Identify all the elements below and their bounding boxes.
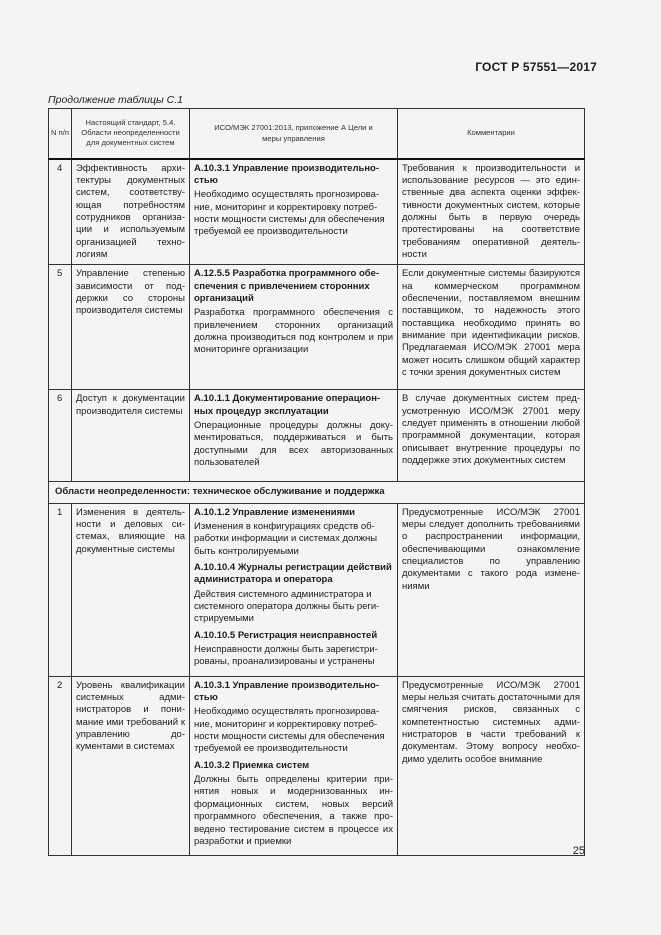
- row-comment: Требования к производительности и использование ресурсов — это единственные два аспекта оценки эффективности документных систем, которые должны быть в первую очередь протестированы на соответствие требованиям оперативной деятельности: [398, 159, 585, 265]
- measure-title: A.10.10.5 Регистрация неисправностей: [194, 629, 378, 641]
- section-heading: Области неопределенности: техническое обслуживание и поддержка: [49, 482, 585, 503]
- measure-text: Необходимо осуществлять прогнозирование, мониторинг и корректировку потребности мощности системы для обеспечения требуемой ее производительности: [194, 706, 385, 755]
- row-measures: [190, 390, 398, 482]
- controls-table: [48, 108, 585, 856]
- measure-text: Должны быть определены критерии принятия новых и модернизованных информационных систем, новых версий программного обеспечения, а также проведено тестирование систем в процессе их разработки и приемки: [194, 774, 393, 847]
- table-continuation-caption: Продолжение таблицы С.1: [48, 94, 183, 106]
- row-measures: [190, 159, 398, 265]
- measure-text: Разработка программного обеспечения с привлечением сторонних организаций должна производиться под контролем и при мониторинге организации: [194, 307, 393, 356]
- row-area: Изменения в деятельности и деловых системах, влияющие на документные системы: [72, 503, 190, 676]
- row-measures: [190, 265, 398, 390]
- row-number: 1: [49, 503, 72, 676]
- row-area: Доступ к документации производителя системы: [72, 390, 190, 482]
- measure-text: Изменения в конфигурациях средств обработки информации и системах должны быть контролируемыми: [194, 520, 378, 557]
- measure-text: Необходимо осуществлять прогнозирование, мониторинг и корректировку потребности мощности системы для обеспечения требуемой ее производительности: [194, 189, 385, 238]
- header-area-label: Настоящий стандарт, 5.4. Области неопределенности для документных систем: [81, 117, 180, 148]
- row-number: 5: [49, 265, 72, 390]
- header-area: [72, 109, 190, 159]
- header-comments: [398, 109, 585, 159]
- row-comment: Предусмотренные ИСО/МЭК 27001 меры нельзя считать достаточными для смягчения рисков, связанных с компетентностью системных администраторов в части требований к документам. Этому вопросу необходимо уделить особое внимание: [398, 676, 585, 855]
- measure-title: A.10.10.4 Журналы регистрации действий администратора и оператора: [194, 561, 392, 586]
- measure-title: A.12.5.5 Разработка программного обеспечения с привлечением сторонних организаций: [194, 268, 380, 304]
- measure-text: Действия системного администратора и системного оператора должны быть регистрируемыми: [194, 588, 380, 625]
- row-area: Уровень квалификации системных администраторов и понимание ими требований к управлению документами в системах: [72, 676, 190, 855]
- measure-title: A.10.3.1 Управление производительностью: [194, 679, 380, 704]
- measure-text: Операционные процедуры должны документироваться, поддерживаться и быть доступными для всех авторизованных пользователей: [194, 419, 393, 468]
- header-number-label: N п/п: [51, 128, 69, 138]
- row-comment: Если документные системы базируются на коммерческом программном обеспечении, поставляемом внешним поставщиком, то надежность этого поставщика необходимо принять во внимание при идентификации рисков. Предлагаемая ИСО/МЭК 27001 мера может носить слишком общий характер с точки зрения документных систем: [398, 265, 585, 390]
- measure-text: Неисправности должны быть зарегистрированы, проанализированы и устранены: [194, 644, 378, 668]
- header-iso-label: ИСО/МЭК 27001:2013, приложение А Цели и меры управления: [214, 122, 373, 144]
- section-heading-row: [49, 482, 585, 503]
- measure-title: A.10.3.2 Приемка систем: [194, 759, 310, 771]
- table-row: [49, 159, 585, 265]
- measure-title: A.10.3.1 Управление производительностью: [194, 162, 380, 186]
- row-number: 2: [49, 676, 72, 855]
- table-row: [49, 503, 585, 676]
- document-standard-id: ГОСТ Р 57551—2017: [475, 60, 597, 74]
- table-row: [49, 265, 585, 390]
- header-number: [49, 109, 72, 159]
- measure-title: A.10.1.1 Документирование операционных процедур эксплуатации: [194, 393, 381, 417]
- measure-title: A.10.1.2 Управление изменениями: [194, 506, 355, 518]
- row-measures: [190, 676, 398, 855]
- row-area: Управление степенью зависимости от поддержки со стороны производителя системы: [72, 265, 190, 390]
- row-comment: Предусмотренные ИСО/МЭК 27001 меры следует дополнить требованиями о распространении информации, обеспечивающими ознакомление специалистов по управлению документами с такого рода изменениями: [398, 503, 585, 676]
- header-comments-label: Комментарии: [467, 128, 515, 138]
- page-number: 25: [572, 845, 585, 857]
- row-area: Эффективность архитектуры документных систем, соответствующая потребностям сотрудников организации и используемым организацией технологиям: [72, 159, 190, 265]
- table-row: [49, 676, 585, 855]
- table-row: [49, 390, 585, 482]
- row-number: 4: [49, 159, 72, 265]
- row-measures: [190, 503, 398, 676]
- row-number: 6: [49, 390, 72, 482]
- row-comment: В случае документных систем предусмотренную ИСО/МЭК 27001 меру следует применять в отношении любой программной документации, которая описывает внутренние процедуры по поддержке этих документных систем: [398, 390, 585, 482]
- header-iso: [190, 109, 398, 159]
